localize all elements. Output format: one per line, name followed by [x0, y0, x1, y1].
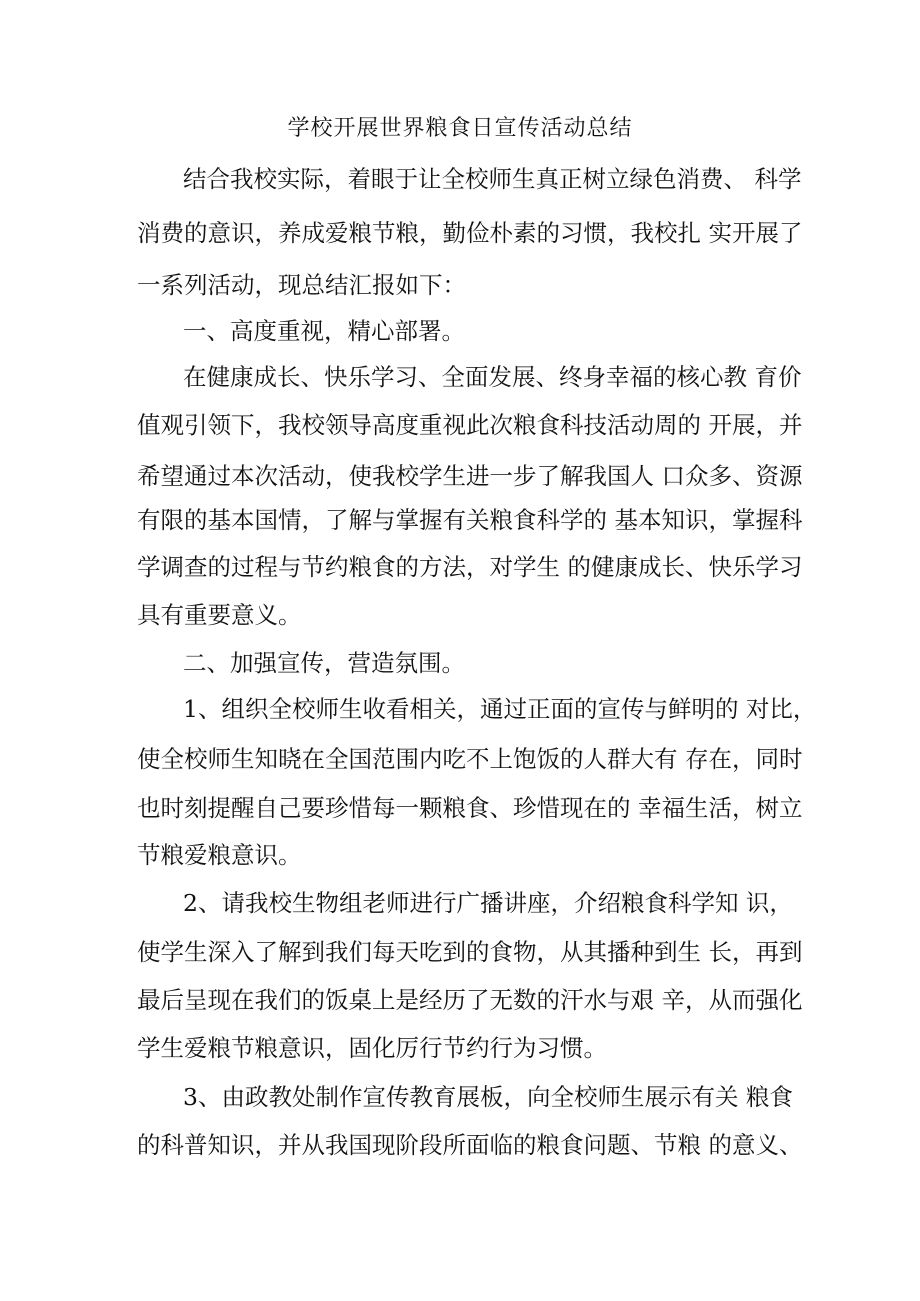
section-heading-1: 一、高度重视，精心部署。	[183, 317, 465, 345]
section-heading-2: 二、加强宣传，营造氛围。	[183, 649, 465, 677]
paragraph-intro-line-2: 消费的意识，养成爱粮节粮，勤俭朴素的习惯，我校扎 实开展了	[137, 219, 803, 247]
paragraph-item3-line-2: 的科普知识，并从我国现阶段所面临的粮食问题、节粮 的意义、	[137, 1131, 803, 1159]
paragraph-section1-line-3: 希望通过本次活动，使我校学生进一步了解我国人 口众多、资源	[137, 462, 803, 490]
paragraph-section1-line-1: 在健康成长、快乐学习、全面发展、终身幸福的核心教 育价	[183, 363, 802, 391]
paragraph-section1-line-6: 具有重要意义。	[137, 601, 302, 629]
paragraph-item1-line-3: 也时刻提醒自己要珍惜每一颗粮食、珍惜现在的 幸福生活，树立	[137, 794, 803, 822]
paragraph-item3-line-1: 3、由政教处制作宣传教育展板，向全校师生展示有关 粮食	[183, 1083, 793, 1111]
paragraph-item1-line-2: 使全校师生知晓在全国范围内吃不上饱饭的人群大有 存在，同时	[137, 745, 803, 773]
document-title: 学校开展世界粮食日宣传活动总结	[287, 116, 633, 141]
paragraph-intro-line-3: 一系列活动，现总结汇报如下：	[137, 271, 466, 299]
paragraph-item2-line-3: 最后呈现在我们的饭桌上是经历了无数的汗水与艰 辛，从而强化	[137, 986, 803, 1014]
paragraph-item1-line-1: 1、组织全校师生收看相关，通过正面的宣传与鲜明的 对比，	[183, 695, 817, 723]
paragraph-item2-line-2: 使学生深入了解到我们每天吃到的食物，从其播种到生 长，再到	[137, 938, 803, 966]
paragraph-section1-line-4: 有限的基本国情，了解与掌握有关粮食科学的 基本知识，掌握科	[137, 506, 803, 534]
paragraph-section1-line-2: 值观引领下，我校领导高度重视此次粮食科技活动周的 开展，并	[137, 411, 803, 439]
paragraph-section1-line-5: 学调查的过程与节约粮食的方法，对学生 的健康成长、快乐学习	[137, 553, 803, 581]
paragraph-item2-line-1: 2、请我校生物组老师进行广播讲座，介绍粮食科学知 识，	[183, 889, 793, 917]
paragraph-intro-line-1: 结合我校实际，着眼于让全校师生真正树立绿色消费、 科学	[183, 165, 802, 193]
paragraph-item1-line-4: 节粮爱粮意识。	[137, 841, 302, 869]
paragraph-item2-line-4: 学生爱粮节粮意识，固化厉行节约行为习惯。	[137, 1034, 607, 1062]
